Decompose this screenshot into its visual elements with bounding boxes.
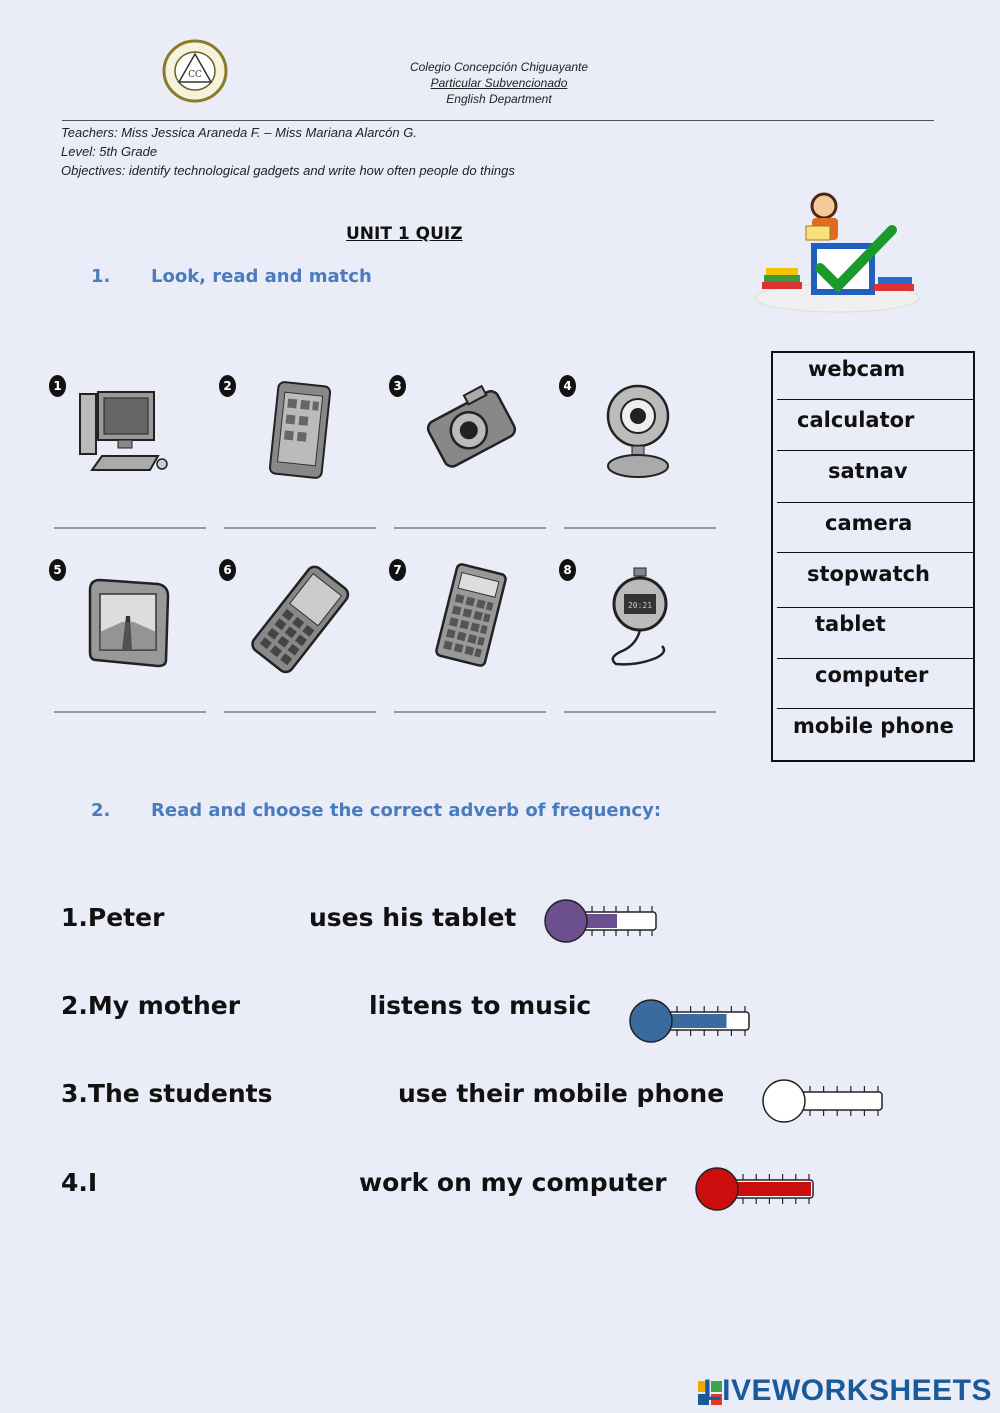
word-bank-item[interactable]: camera (825, 511, 913, 535)
frequency-thermometer-3[interactable] (762, 1078, 888, 1128)
section-2-heading (91, 800, 661, 821)
webcam-icon (604, 378, 674, 480)
teachers-line: Teachers: Miss Jessica Araneda F. – Miss Mariana Alarcón G. (61, 125, 417, 140)
objectives-line: Objectives: identify technological gadgets and write how often people do things (61, 163, 515, 178)
word-bank-item[interactable]: calculator (797, 408, 915, 432)
gadget-number-2: 2 (219, 375, 236, 397)
sentence-4-subject: 4.I (61, 1168, 98, 1197)
answer-line-2[interactable] (224, 527, 376, 529)
gadget-number-3: 3 (389, 375, 406, 397)
word-bank-item[interactable]: webcam (808, 357, 906, 381)
gadget-number-6: 6 (219, 559, 236, 581)
stopwatch-icon (606, 566, 676, 670)
word-bank-item[interactable]: tablet (815, 612, 886, 636)
frequency-thermometer-2[interactable] (629, 998, 755, 1048)
footer-brand: LIVEWORKSHEETS (703, 1374, 992, 1407)
gadget-number-1: 1 (49, 375, 66, 397)
satnav-icon (86, 576, 172, 668)
sentence-2-rest: listens to music (369, 991, 592, 1020)
word-bank-item[interactable]: mobile phone (793, 714, 954, 738)
school-crest-logo (160, 38, 230, 104)
sentence-1-subject: 1.Peter (61, 903, 165, 932)
gadget-number-5: 5 (49, 559, 66, 581)
calculator-icon (436, 564, 506, 666)
frequency-thermometer-4[interactable] (695, 1166, 819, 1216)
word-bank (771, 351, 975, 762)
word-bank-item[interactable]: stopwatch (807, 562, 931, 586)
answer-line-7[interactable] (394, 711, 546, 713)
word-bank-item[interactable]: computer (815, 663, 929, 687)
mobile-phone-icon (256, 564, 346, 676)
sentence-4-rest: work on my computer (359, 1168, 667, 1197)
frequency-thermometer-1[interactable] (544, 898, 662, 948)
section-2-number: 2. (91, 800, 111, 821)
answer-line-6[interactable] (224, 711, 376, 713)
section-1-number: 1. (91, 266, 111, 287)
sentence-3-subject: 3.The students (61, 1079, 273, 1108)
school-name: Colegio Concepción Chiguayante (409, 60, 589, 74)
teacher-checkmark-illustration (752, 188, 922, 316)
camera-icon (426, 378, 516, 478)
answer-line-1[interactable] (54, 527, 206, 529)
level-line: Level: 5th Grade (61, 144, 158, 159)
gadget-number-8: 8 (559, 559, 576, 581)
tablet-icon (268, 380, 334, 480)
sentence-1-rest: uses his tablet (309, 903, 517, 932)
quiz-title: UNIT 1 QUIZ (346, 224, 463, 244)
answer-line-8[interactable] (564, 711, 716, 713)
department: English Department (446, 92, 552, 106)
svg-text:CC: CC (188, 70, 202, 80)
gadget-number-7: 7 (389, 559, 406, 581)
sentence-2-subject: 2.My mother (61, 991, 241, 1020)
section-1-heading (91, 266, 372, 287)
computer-icon (76, 384, 172, 476)
svg-text:20:21: 20:21 (627, 601, 653, 610)
answer-line-3[interactable] (394, 527, 546, 529)
header-divider (62, 120, 934, 121)
section-2-title: Read and choose the correct adverb of frequency: (151, 800, 662, 821)
school-type: Particular Subvencionado (430, 76, 568, 90)
sentence-3-rest: use their mobile phone (398, 1079, 725, 1108)
word-bank-item[interactable]: satnav (828, 459, 908, 483)
section-1-title: Look, read and match (151, 266, 372, 287)
answer-line-4[interactable] (564, 527, 716, 529)
answer-line-5[interactable] (54, 711, 206, 713)
gadget-number-4: 4 (559, 375, 576, 397)
